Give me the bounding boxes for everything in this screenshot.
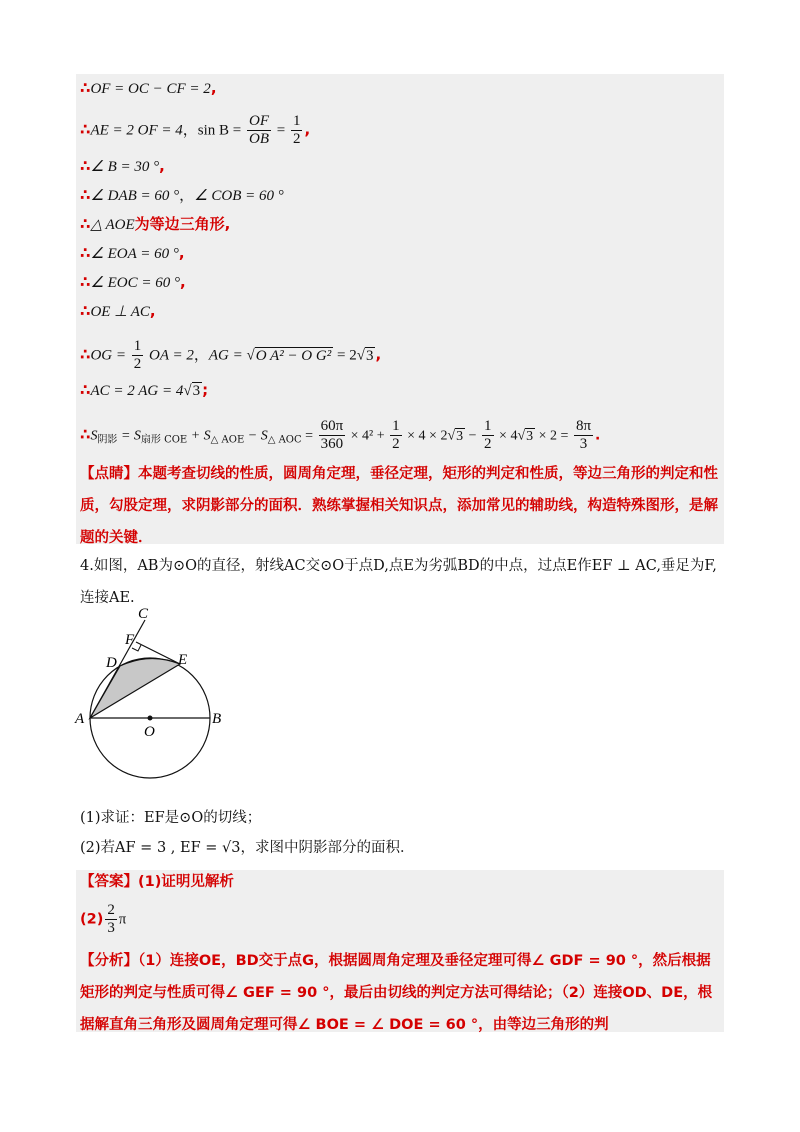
math-expression: OF = OC − CF = 2 <box>90 81 211 97</box>
therefore-sign: ∴ <box>80 157 91 175</box>
punct: ， <box>179 188 195 204</box>
fraction <box>132 338 144 373</box>
solution-line-5 <box>80 214 230 235</box>
punct: , <box>304 120 311 139</box>
math-expression: = S <box>117 428 141 444</box>
radicand: 3 <box>365 347 374 364</box>
radicand: 3 <box>456 428 464 444</box>
question-1: (1)求证：EF是⊙O的切线； <box>80 810 262 826</box>
math-expression: ∠ COB = 60 ° <box>194 188 284 204</box>
solution-line-2 <box>80 113 310 148</box>
equals: = <box>273 122 289 139</box>
red-text: 为等边三角形, <box>134 215 231 233</box>
therefore-sign: ∴ <box>80 381 91 399</box>
solution-line-8 <box>80 301 156 322</box>
therefore-sign: ∴ <box>80 425 91 444</box>
numerator: 1 <box>133 338 142 354</box>
punct: ， <box>193 347 209 364</box>
numerator: 1 <box>292 113 301 129</box>
solution-line-11: $\therefore S_{阴影} = S_{扇形 COE} + S_{\triangle AOE} - S_{\triangle AOC}$ = $\frac{60\pi}{360}$ × 4² + $\frac{1}{2}$ × 4 × 2√3 − $\frac{1}{2}$ × 4√3 × 2 = $\frac{8\pi}{3}$ . <box>80 418 601 452</box>
therefore-sign: ∴ <box>80 79 91 97</box>
math-expression: = 2 <box>333 347 357 364</box>
fraction <box>105 902 117 937</box>
shaded-region <box>90 658 180 718</box>
fraction <box>291 113 303 148</box>
math-expression: ，sin B = <box>182 122 245 139</box>
comment-paragraph: 【点睛】本题考查切线的性质，圆周角定理，垂径定理，矩形的判定和性质，等边三角形的判定和性质，勾股定理，求阴影部分的面积．熟练掌握相关知识点，添加常见的辅助线，构造特殊图形，是解题的关键． <box>80 466 718 546</box>
label-b: B <box>212 711 222 727</box>
solution-line-7 <box>80 272 186 293</box>
punct: , <box>159 157 165 175</box>
math-expression: OE ⊥ AC <box>90 304 150 320</box>
math-expression: AG = <box>208 347 247 364</box>
denominator: 3 <box>107 920 115 936</box>
punct: , <box>180 273 186 291</box>
punct: , <box>178 244 185 262</box>
math-expression: ∠ DAB = 60 ° <box>90 188 180 204</box>
numerator: 1 <box>484 418 492 434</box>
label-o: O <box>144 724 155 740</box>
analysis-paragraph: 【分析】（1）连接OE，BD交于点G，根据圆周角定理及垂径定理可得∠ GDF = 90 °，然后根据矩形的判定与性质可得∠ GEF = 90 °，最后由切线的判定方法可得结论；（2）连接OD、DE，根据解直角三角形及圆周角定理可得∠ BOE = ∠ DOE = 60 °，由等边三角形的判 <box>80 953 713 1033</box>
math-expression: △ AOE <box>90 217 135 233</box>
math-expression: OG = <box>90 347 130 364</box>
denominator: OB <box>249 131 269 147</box>
punct: , <box>149 302 156 320</box>
denominator: 3 <box>579 436 588 452</box>
math-expression: ∠ EOA = 60 ° <box>90 246 179 262</box>
punct: , <box>375 345 382 364</box>
label-e: E <box>178 652 188 668</box>
denominator: 360 <box>320 436 344 452</box>
problem-text: 4.如图，AB为⊙O的直径，射线AC交⊙O于点D,点E为劣弧BD的中点，过点E作EF ⊥ AC,垂足为F,连接AE. <box>80 558 717 606</box>
equals: = <box>301 428 317 444</box>
therefore-sign: ∴ <box>80 302 91 320</box>
math-expression: OA = 2 <box>145 347 194 364</box>
math-expression: ∠ B = 30 ° <box>90 159 160 175</box>
math-expression: × 4 × 2 <box>403 428 448 444</box>
math-expression: × 4² + <box>347 428 389 444</box>
pi-symbol: π <box>118 911 127 928</box>
solution-line-1 <box>80 78 217 99</box>
radicand: O A² − O G² <box>255 347 332 364</box>
label-c: C <box>138 606 149 622</box>
fraction <box>574 418 593 453</box>
fraction <box>319 418 346 453</box>
part-label: (2) <box>80 911 104 928</box>
therefore-sign: ∴ <box>80 273 91 291</box>
solution-line-4 <box>80 185 284 206</box>
denominator: 2 <box>292 131 301 147</box>
therefore-sign: ∴ <box>80 345 91 364</box>
therefore-sign: ∴ <box>80 120 91 139</box>
fraction <box>482 418 494 453</box>
subscript: 阴影 <box>97 434 118 446</box>
numerator: 2 <box>107 902 115 918</box>
numerator: 8π <box>575 418 592 434</box>
therefore-sign: ∴ <box>80 215 91 233</box>
math-expression: − <box>465 428 481 444</box>
numerator: 60π <box>320 418 344 434</box>
math-expression: AE = 2 OF = 4 <box>90 122 183 139</box>
label-d: D <box>106 655 117 671</box>
answer-part-2 <box>80 902 126 937</box>
question-2: (2)若AF = 3 , EF = √3，求图中阴影部分的面积． <box>80 840 415 856</box>
math-expression: + S <box>187 428 211 444</box>
math-expression: × 2 = <box>535 428 572 444</box>
geometry-figure <box>70 600 240 790</box>
subscript: △ AOE <box>210 434 245 446</box>
numerator: 1 <box>392 418 400 434</box>
subscript: △ AOC <box>267 434 302 446</box>
math-expression: − S <box>244 428 268 444</box>
math-expression: AC = 2 AG = 4 <box>90 383 184 399</box>
punct: . <box>595 427 601 444</box>
subscript: 扇形 COE <box>140 434 188 446</box>
fraction <box>247 113 271 148</box>
center-point <box>148 716 153 721</box>
label-a: A <box>75 711 85 727</box>
solution-line-9: ∴OG = $\frac{1}{2}$ OA = 2，AG = √O A² − O G² = 2√3 , <box>80 338 382 372</box>
label-f: F <box>125 632 135 648</box>
radicand: 3 <box>192 383 201 399</box>
fraction <box>390 418 402 453</box>
math-expression: ∠ EOC = 60 ° <box>90 275 181 291</box>
punct: ; <box>202 381 209 399</box>
denominator: 2 <box>133 356 142 372</box>
therefore-sign: ∴ <box>80 244 91 262</box>
math-expression: × 4 <box>495 428 518 444</box>
punct: , <box>210 79 217 97</box>
numerator: OF <box>249 113 269 129</box>
therefore-sign: ∴ <box>80 186 91 204</box>
answer-label: 【答案】(1)证明见解析 <box>80 874 234 890</box>
solution-line-6 <box>80 243 185 264</box>
solution-line-10: ∴AC = 2 AG = 4√3 ; <box>80 381 209 399</box>
area-symbol: S <box>90 428 98 444</box>
denominator: 2 <box>484 436 492 452</box>
solution-line-3 <box>80 156 165 177</box>
denominator: 2 <box>392 436 400 452</box>
radicand: 3 <box>526 428 534 444</box>
